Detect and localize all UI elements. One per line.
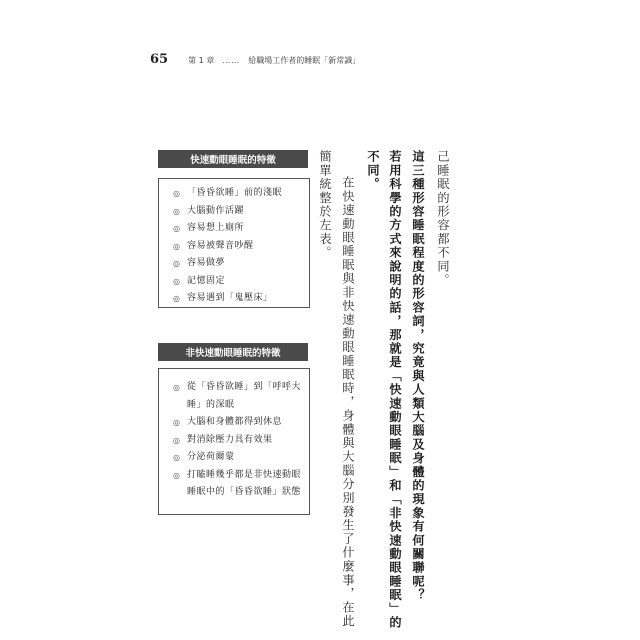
bullet-icon: ◎ — [173, 294, 180, 303]
list-item: ◎ 打瞌睡幾乎都是非快速動眼睡眠中的「昏昏欲睡」狀態 — [173, 467, 303, 502]
body-text-column: 這三種形容睡眠程度的形容詞，究竟與人類大腦及身體的現象有何關聯呢？ — [411, 150, 425, 603]
body-text-column: 己睡眠的形容都不同。 — [436, 150, 450, 287]
bullet-icon: ◎ — [173, 418, 180, 427]
list-item: ◎ 記憶固定 — [173, 273, 303, 291]
page-number: 65 — [150, 52, 169, 67]
bullet-icon: ◎ — [173, 241, 180, 251]
bullet-icon: ◎ — [173, 383, 180, 392]
bullet-icon: ◎ — [173, 206, 180, 216]
list-item: ◎ 容易做夢 — [173, 255, 303, 273]
list-item: ◎ 分泌荷爾蒙 — [173, 449, 303, 467]
body-text-column: 在快速動眼睡眠與非快速動眼睡眠時，身體與大腦分別發生了什麼事，在此 — [341, 176, 355, 629]
list-item: ◎ 「昏昏欲睡」前的淺眠 — [173, 185, 303, 203]
bullet-icon: ◎ — [173, 224, 180, 233]
bullet-icon: ◎ — [173, 453, 180, 462]
page-header — [150, 52, 360, 72]
body-text-column: 簡單統整於左表。 — [318, 150, 332, 260]
list-item: ◎ 容易遇到「鬼壓床」 — [173, 290, 303, 308]
list-item: ◎ 大腦動作活躍 — [173, 203, 303, 221]
non-rem-sleep-list — [173, 379, 303, 502]
chapter-label: 第 1 章 — [188, 56, 215, 65]
rem-sleep-list — [173, 185, 303, 308]
bullet-icon: ◎ — [173, 189, 180, 198]
chapter-title: 給職場工作者的睡眠「新常識」 — [248, 56, 361, 65]
list-item: ◎ 容易被聲音吵醒 — [173, 238, 303, 256]
bullet-icon: ◎ — [173, 470, 180, 480]
list-item: ◎ 大腦和身體都得到休息 — [173, 414, 303, 432]
list-item: ◎ 容易想上廁所 — [173, 220, 303, 238]
bullet-icon: ◎ — [173, 259, 180, 268]
header-separator: …… — [222, 56, 241, 65]
non-rem-sleep-box — [158, 368, 310, 515]
non-rem-sleep-box-title: 非快速動眼睡眠的特徵 — [158, 343, 308, 361]
list-item: ◎ 從「昏昏欲睡」到「呼呼大睡」的深眠 — [173, 379, 303, 414]
rem-sleep-box — [158, 178, 310, 308]
bullet-icon: ◎ — [173, 276, 180, 286]
body-text-column: 不同。 — [366, 150, 380, 192]
rem-sleep-box-title: 快速動眼睡眠的特徵 — [158, 150, 308, 168]
list-item: ◎ 對消除壓力具有效果 — [173, 432, 303, 450]
bullet-icon: ◎ — [173, 435, 180, 445]
body-text-column: 若用科學的方式來說明的話，那就是「快速動眼睡眠」和「非快速動眼睡眠」的 — [388, 150, 402, 630]
